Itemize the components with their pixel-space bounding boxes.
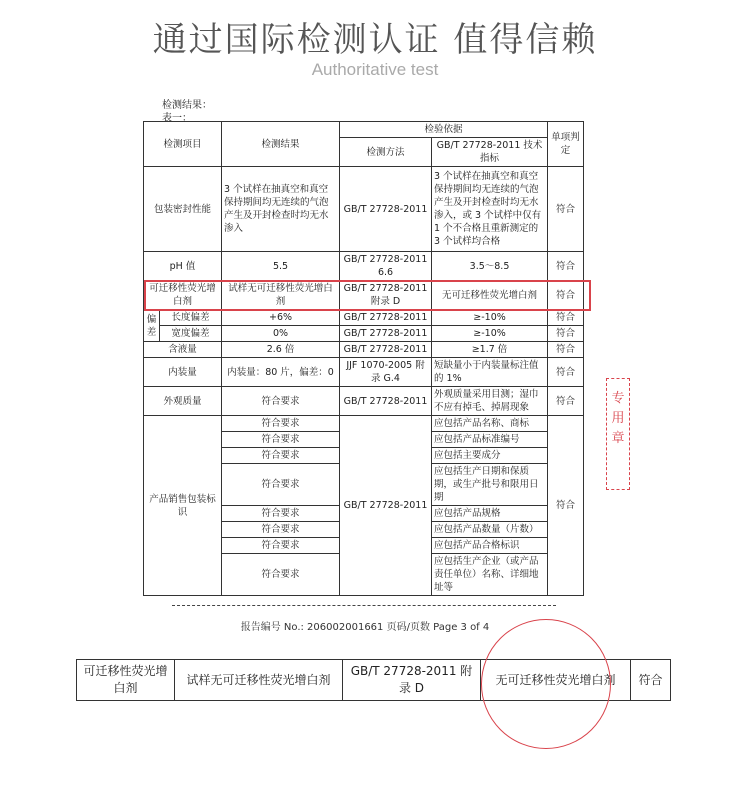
header-verdict: 单项判定	[548, 122, 584, 167]
zoom-standard: 无可迁移性荧光增白剂	[481, 660, 631, 701]
row-standard: 应包括生产日期和保质期，或生产批号和限用日期	[432, 464, 548, 506]
table-row	[144, 342, 584, 358]
row-result: 2.6 倍	[222, 342, 340, 358]
table-row	[144, 252, 584, 281]
row-item: 宽度偏差	[160, 326, 222, 342]
deviation-group-label: 偏差	[144, 310, 160, 342]
row-method: GB/T 27728-2011	[340, 342, 432, 358]
row-standard: 应包括产品规格	[432, 506, 548, 522]
header-basis: 检验依据	[340, 122, 548, 138]
label-group-item: 产品销售包装标识	[144, 416, 222, 596]
row-standard: 应包括产品数量（片数）	[432, 522, 548, 538]
table-caption: 表一：	[162, 113, 192, 124]
table-row	[144, 326, 584, 342]
table-row	[144, 358, 584, 387]
row-standard: 应包括生产企业（或产品责任单位）名称、详细地址等	[432, 554, 548, 596]
row-method: GB/T 27728-2011	[340, 167, 432, 252]
table-row	[144, 167, 584, 252]
result-caption: 检测结果：	[162, 100, 212, 111]
row-result: 符合要求	[222, 464, 340, 506]
table-row	[144, 387, 584, 416]
header-item: 检测项目	[144, 122, 222, 167]
row-method: GB/T 27728-2011	[340, 387, 432, 416]
label-group-method: GB/T 27728-2011	[340, 416, 432, 596]
row-verdict: 符合	[548, 387, 584, 416]
row-method: GB/T 27728-2011 附录 D	[340, 281, 432, 310]
row-result: 符合要求	[222, 522, 340, 538]
row-item: 包装密封性能	[144, 167, 222, 252]
row-item: pH 值	[144, 252, 222, 281]
row-item: 外观质量	[144, 387, 222, 416]
row-result: 符合要求	[222, 448, 340, 464]
table-row	[144, 310, 584, 326]
dashed-divider	[172, 605, 556, 606]
row-standard: 外观质量采用目测；湿巾不应有掉毛、掉屑现象	[432, 387, 548, 416]
row-standard: 应包括产品名称、商标	[432, 416, 548, 432]
zoom-item: 可迁移性荧光增白剂	[77, 660, 175, 701]
row-verdict: 符合	[548, 342, 584, 358]
page-subtitle: Authoritative test	[311, 60, 439, 79]
row-item: 内装量	[144, 358, 222, 387]
row-method: GB/T 27728-2011	[340, 326, 432, 342]
row-result: 符合要求	[222, 387, 340, 416]
row-result: 5.5	[222, 252, 340, 281]
row-standard: ≥1.7 倍	[432, 342, 548, 358]
official-seal-stamp	[606, 378, 630, 490]
row-result: 符合要求	[222, 432, 340, 448]
row-result: 试样无可迁移性荧光增白剂	[222, 281, 340, 310]
row-result: 符合要求	[222, 416, 340, 432]
row-verdict: 符合	[548, 326, 584, 342]
zoom-result: 试样无可迁移性荧光增白剂	[175, 660, 343, 701]
row-result: 3 个试样在抽真空和真空保持期间均无连续的气泡产生及开封检查时均无水渗入	[222, 167, 340, 252]
row-result: +6%	[222, 310, 340, 326]
zoom-verdict: 符合	[631, 660, 671, 701]
row-standard: 3.5～8.5	[432, 252, 548, 281]
row-verdict: 符合	[548, 358, 584, 387]
test-report-table	[143, 121, 584, 596]
row-verdict: 符合	[548, 281, 584, 310]
row-method: GB/T 27728-2011	[340, 310, 432, 326]
header-result: 检测结果	[222, 122, 340, 167]
row-standard: 3 个试样在抽真空和真空保持期间均无连续的气泡产生及开封检查时均无水渗入，或 3 个试样中仅有 1 个不合格且重新测定的 3 个试样均合格	[432, 167, 548, 252]
row-result: 符合要求	[222, 554, 340, 596]
seal-text: 专 用 章	[611, 391, 625, 446]
row-standard: 无可迁移性荧光增白剂	[432, 281, 548, 310]
highlight-circle	[481, 619, 611, 749]
highlight-box	[144, 280, 591, 311]
row-result: 符合要求	[222, 506, 340, 522]
row-item: 含液量	[144, 342, 222, 358]
row-verdict: 符合	[548, 310, 584, 326]
row-item: 长度偏差	[160, 310, 222, 326]
table-row	[144, 416, 584, 432]
row-item: 可迁移性荧光增白剂	[144, 281, 222, 310]
report-number: 报告编号 No.: 206002001661 页码/页数 Page 3 of 4	[240, 622, 490, 633]
row-result: 符合要求	[222, 538, 340, 554]
row-method: JJF 1070-2005 附录 G.4	[340, 358, 432, 387]
page-title: 通过国际检测认证 值得信赖	[152, 20, 598, 60]
row-standard: 应包括主要成分	[432, 448, 548, 464]
header-standard: GB/T 27728-2011 技术指标	[432, 138, 548, 167]
row-standard: 应包括产品标准编号	[432, 432, 548, 448]
row-standard: ≥-10%	[432, 310, 548, 326]
row-result: 0%	[222, 326, 340, 342]
row-result: 内装量：80 片，偏差：0	[222, 358, 340, 387]
row-method: GB/T 27728-2011 6.6	[340, 252, 432, 281]
row-verdict: 符合	[548, 167, 584, 252]
row-standard: 短缺量小于内装量标注值的 1%	[432, 358, 548, 387]
zoom-method: GB/T 27728-2011 附录 D	[343, 660, 481, 701]
row-standard: ≥-10%	[432, 326, 548, 342]
label-group-verdict: 符合	[548, 416, 584, 596]
row-verdict: 符合	[548, 252, 584, 281]
row-standard: 应包括产品合格标识	[432, 538, 548, 554]
header-method: 检测方法	[340, 138, 432, 167]
